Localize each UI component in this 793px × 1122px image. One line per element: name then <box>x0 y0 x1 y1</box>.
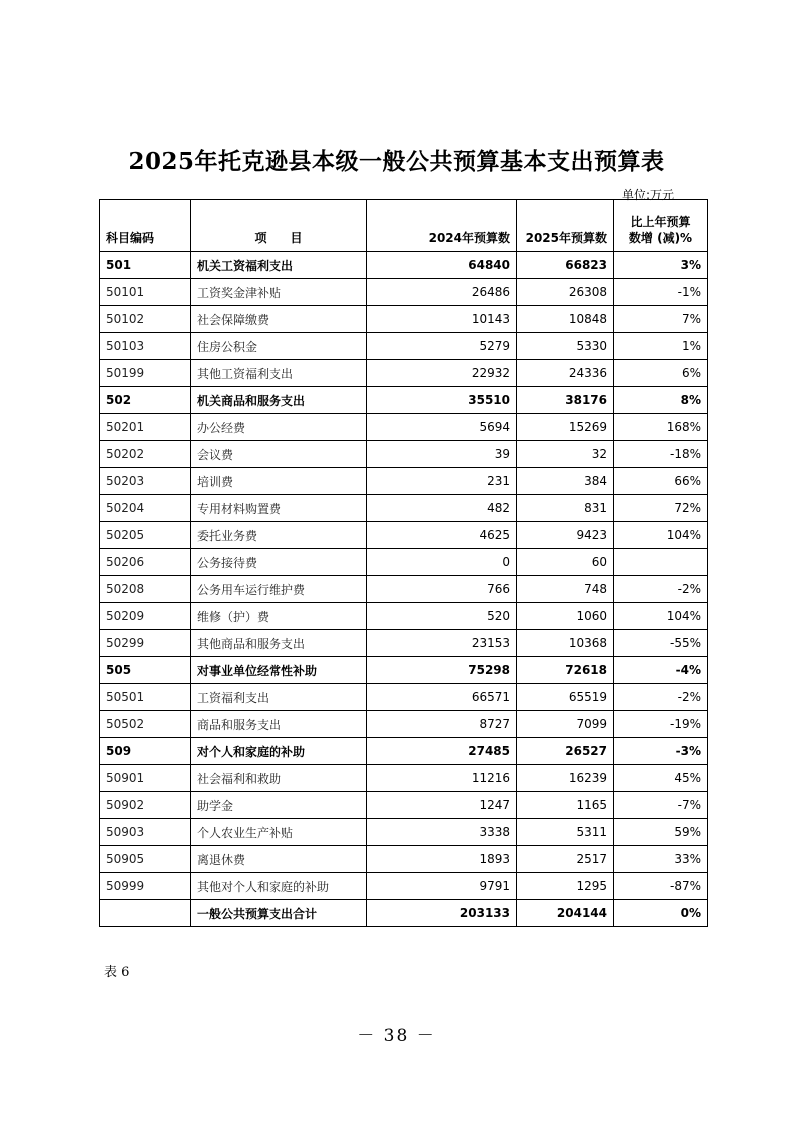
row-code: 50209 <box>100 603 191 630</box>
row-code: 50202 <box>100 441 191 468</box>
row-prev-budget: 26486 <box>367 279 517 306</box>
row-change: -18% <box>614 441 708 468</box>
row-prev-budget: 11216 <box>367 765 517 792</box>
row-prev-budget: 482 <box>367 495 517 522</box>
row-code: 50905 <box>100 846 191 873</box>
row-prev-budget: 8727 <box>367 711 517 738</box>
row-change: 33% <box>614 846 708 873</box>
row-change: 168% <box>614 414 708 441</box>
row-name: 办公经费 <box>191 414 367 441</box>
row-prev-budget: 75298 <box>367 657 517 684</box>
row-curr-budget: 5311 <box>517 819 614 846</box>
row-curr-budget: 65519 <box>517 684 614 711</box>
row-curr-budget: 60 <box>517 549 614 576</box>
table-row <box>100 279 708 306</box>
row-code: 50903 <box>100 819 191 846</box>
row-prev-budget: 766 <box>367 576 517 603</box>
row-change: 7% <box>614 306 708 333</box>
row-change: -1% <box>614 279 708 306</box>
row-name: 其他工资福利支出 <box>191 360 367 387</box>
row-name: 住房公积金 <box>191 333 367 360</box>
row-change: -2% <box>614 684 708 711</box>
row-change: 104% <box>614 522 708 549</box>
table-body <box>100 252 708 927</box>
row-name: 机关商品和服务支出 <box>191 387 367 414</box>
row-prev-budget: 64840 <box>367 252 517 279</box>
header-name: 项 目 <box>191 200 367 252</box>
row-prev-budget: 5694 <box>367 414 517 441</box>
row-name: 机关工资福利支出 <box>191 252 367 279</box>
row-curr-budget: 26308 <box>517 279 614 306</box>
page-title: 2025年托克逊县本级一般公共预算基本支出预算表 <box>128 148 665 175</box>
row-name: 社会保障缴费 <box>191 306 367 333</box>
row-code: 50204 <box>100 495 191 522</box>
table-row <box>100 846 708 873</box>
table-header-row <box>100 200 708 252</box>
row-prev-budget: 27485 <box>367 738 517 765</box>
row-name: 离退休费 <box>191 846 367 873</box>
row-name: 公务接待费 <box>191 549 367 576</box>
row-prev-budget: 0 <box>367 549 517 576</box>
table-row <box>100 306 708 333</box>
row-change: 104% <box>614 603 708 630</box>
row-change: -2% <box>614 576 708 603</box>
row-curr-budget: 10368 <box>517 630 614 657</box>
table-row <box>100 252 708 279</box>
table-row <box>100 549 708 576</box>
row-code: 50902 <box>100 792 191 819</box>
row-code: 509 <box>100 738 191 765</box>
row-curr-budget: 2517 <box>517 846 614 873</box>
row-prev-budget: 9791 <box>367 873 517 900</box>
table-row <box>100 441 708 468</box>
row-name: 社会福利和救助 <box>191 765 367 792</box>
row-curr-budget: 831 <box>517 495 614 522</box>
table-row <box>100 495 708 522</box>
row-curr-budget: 5330 <box>517 333 614 360</box>
row-code: 50206 <box>100 549 191 576</box>
row-code: 50201 <box>100 414 191 441</box>
row-prev-budget: 5279 <box>367 333 517 360</box>
row-code <box>100 900 191 927</box>
row-code: 50502 <box>100 711 191 738</box>
row-prev-budget: 66571 <box>367 684 517 711</box>
table-row <box>100 765 708 792</box>
row-curr-budget: 9423 <box>517 522 614 549</box>
header-code: 科目编码 <box>100 200 191 252</box>
row-change: 6% <box>614 360 708 387</box>
row-code: 50101 <box>100 279 191 306</box>
row-name: 对事业单位经常性补助 <box>191 657 367 684</box>
row-name: 其他商品和服务支出 <box>191 630 367 657</box>
row-prev-budget: 35510 <box>367 387 517 414</box>
row-code: 50205 <box>100 522 191 549</box>
row-curr-budget: 38176 <box>517 387 614 414</box>
row-code: 50203 <box>100 468 191 495</box>
row-change: 0% <box>614 900 708 927</box>
table-row <box>100 576 708 603</box>
row-change: -7% <box>614 792 708 819</box>
row-change: 72% <box>614 495 708 522</box>
header-prev-budget: 2024年预算数 <box>367 200 517 252</box>
table-row <box>100 819 708 846</box>
header-curr-budget: 2025年预算数 <box>517 200 614 252</box>
row-change <box>614 549 708 576</box>
unit-label: 单位:万元 <box>622 188 675 202</box>
table-row <box>100 360 708 387</box>
table-row <box>100 792 708 819</box>
row-code: 501 <box>100 252 191 279</box>
row-code: 50901 <box>100 765 191 792</box>
row-curr-budget: 10848 <box>517 306 614 333</box>
row-prev-budget: 22932 <box>367 360 517 387</box>
header-change-line2: 数增 (减)% <box>628 231 693 245</box>
row-change: 3% <box>614 252 708 279</box>
row-change: 59% <box>614 819 708 846</box>
row-code: 50501 <box>100 684 191 711</box>
row-prev-budget: 10143 <box>367 306 517 333</box>
table-note: 表 6 <box>104 965 130 980</box>
table-row <box>100 873 708 900</box>
row-prev-budget: 203133 <box>367 900 517 927</box>
row-curr-budget: 384 <box>517 468 614 495</box>
row-name: 委托业务费 <box>191 522 367 549</box>
row-change: -3% <box>614 738 708 765</box>
row-name: 培训费 <box>191 468 367 495</box>
row-curr-budget: 16239 <box>517 765 614 792</box>
row-code: 50102 <box>100 306 191 333</box>
row-change: 45% <box>614 765 708 792</box>
row-curr-budget: 204144 <box>517 900 614 927</box>
row-prev-budget: 1247 <box>367 792 517 819</box>
row-curr-budget: 66823 <box>517 252 614 279</box>
row-name: 一般公共预算支出合计 <box>191 900 367 927</box>
table-row <box>100 630 708 657</box>
table-row <box>100 522 708 549</box>
row-code: 502 <box>100 387 191 414</box>
row-prev-budget: 231 <box>367 468 517 495</box>
table-row <box>100 468 708 495</box>
row-change: 66% <box>614 468 708 495</box>
table-row <box>100 684 708 711</box>
row-name: 会议费 <box>191 441 367 468</box>
row-code: 50199 <box>100 360 191 387</box>
table-row <box>100 333 708 360</box>
row-prev-budget: 3338 <box>367 819 517 846</box>
table-row <box>100 738 708 765</box>
row-change: 1% <box>614 333 708 360</box>
row-change: -19% <box>614 711 708 738</box>
row-name: 个人农业生产补贴 <box>191 819 367 846</box>
row-curr-budget: 1295 <box>517 873 614 900</box>
table-row <box>100 414 708 441</box>
row-curr-budget: 1165 <box>517 792 614 819</box>
row-prev-budget: 4625 <box>367 522 517 549</box>
table-row <box>100 900 708 927</box>
header-change-line1: 比上年预算 <box>630 215 691 229</box>
table-row <box>100 387 708 414</box>
page-number: － 38 － <box>357 1026 436 1046</box>
row-name: 维修（护）费 <box>191 603 367 630</box>
row-name: 商品和服务支出 <box>191 711 367 738</box>
row-change: -55% <box>614 630 708 657</box>
row-curr-budget: 26527 <box>517 738 614 765</box>
row-code: 50999 <box>100 873 191 900</box>
row-code: 505 <box>100 657 191 684</box>
row-prev-budget: 39 <box>367 441 517 468</box>
row-name: 工资奖金津补贴 <box>191 279 367 306</box>
table-row <box>100 657 708 684</box>
row-curr-budget: 748 <box>517 576 614 603</box>
row-curr-budget: 24336 <box>517 360 614 387</box>
row-name: 公务用车运行维护费 <box>191 576 367 603</box>
row-prev-budget: 520 <box>367 603 517 630</box>
row-curr-budget: 1060 <box>517 603 614 630</box>
row-prev-budget: 1893 <box>367 846 517 873</box>
row-name: 对个人和家庭的补助 <box>191 738 367 765</box>
row-prev-budget: 23153 <box>367 630 517 657</box>
header-change <box>614 200 708 252</box>
row-change: -4% <box>614 657 708 684</box>
row-code: 50208 <box>100 576 191 603</box>
row-name: 工资福利支出 <box>191 684 367 711</box>
row-curr-budget: 15269 <box>517 414 614 441</box>
row-code: 50299 <box>100 630 191 657</box>
budget-table <box>99 199 708 927</box>
table-row <box>100 603 708 630</box>
row-name: 助学金 <box>191 792 367 819</box>
row-code: 50103 <box>100 333 191 360</box>
row-curr-budget: 72618 <box>517 657 614 684</box>
row-curr-budget: 7099 <box>517 711 614 738</box>
row-name: 专用材料购置费 <box>191 495 367 522</box>
row-name: 其他对个人和家庭的补助 <box>191 873 367 900</box>
table-row <box>100 711 708 738</box>
row-curr-budget: 32 <box>517 441 614 468</box>
row-change: -87% <box>614 873 708 900</box>
row-change: 8% <box>614 387 708 414</box>
